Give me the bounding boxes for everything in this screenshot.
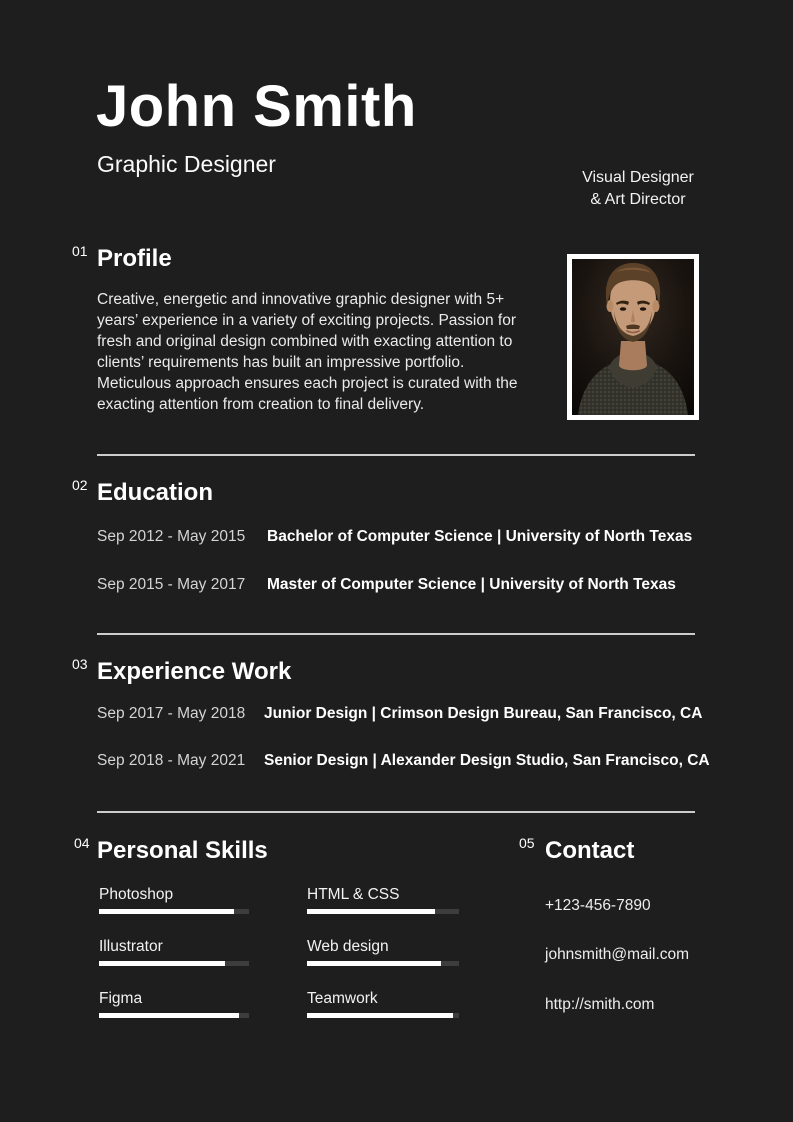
profile-text-line: exacting attention from creation to final delivery. [97,396,425,413]
skill-bar-fill [99,909,234,914]
person-name: John Smith [96,74,417,139]
skill-bar [99,961,249,966]
experience-row-period: Sep 2018 - May 2021 [97,752,246,769]
skill-bar-fill [307,1013,453,1018]
skill-bar [307,909,459,914]
skill-bar-fill [307,961,441,966]
skill-label: Illustrator [99,938,163,955]
skill-bar [307,1013,459,1018]
section-heading-profile: Profile [97,245,172,272]
section-number-education: 02 [72,477,88,493]
section-number-experience: 03 [72,656,88,672]
male-portrait-photo-icon [572,259,694,415]
section-number-profile: 01 [72,243,88,259]
skill-label: Teamwork [307,990,378,1007]
divider [97,633,695,635]
skill-bar-fill [99,961,225,966]
experience-row-period: Sep 2017 - May 2018 [97,705,246,722]
profile-text [97,289,557,415]
section-heading-contact: Contact [545,837,635,864]
skill-label: HTML & CSS [307,886,400,903]
skill-bar-fill [99,1013,239,1018]
skill-label: Figma [99,990,143,1007]
skill-label: Photoshop [99,886,174,903]
profile-text-line: clients’ requirements has built an impressive portfolio. [97,354,465,371]
tagline-line: & Art Director [590,191,686,208]
section-number-skills: 04 [74,835,90,851]
education-row-title: Master of Computer Science | University of North Texas [267,576,676,593]
skill-bar [99,1013,249,1018]
section-heading-skills: Personal Skills [97,837,268,864]
section-heading-experience: Experience Work [97,658,292,685]
contact-email: johnsmith@mail.com [545,946,690,963]
profile-text-line: Creative, energetic and innovative graphic designer with 5+ [97,291,505,308]
contact-website: http://smith.com [545,996,655,1013]
education-row-title: Bachelor of Computer Science | University of North Texas [267,528,693,545]
skill-label: Web design [307,938,389,955]
tagline [555,167,721,211]
section-number-contact: 05 [519,835,535,851]
skill-bar-fill [307,909,435,914]
profile-text-line: years’ experience in a variety of exciting projects. Passion for [97,312,516,329]
skill-bar [307,961,459,966]
profile-text-line: Meticulous approach ensures each project is curated with the [97,375,518,392]
profile-photo [567,254,699,420]
education-row-period: Sep 2015 - May 2017 [97,576,246,593]
profile-text-line: fresh and original design combined with exacting attention to [97,333,513,350]
divider [97,454,695,456]
section-heading-education: Education [97,479,214,506]
experience-row-title: Senior Design | Alexander Design Studio, San Francisco, CA [264,752,710,769]
tagline-line: Visual Designer [582,169,694,186]
job-title: Graphic Designer [97,151,276,177]
contact-phone: +123-456-7890 [545,897,651,914]
experience-row-title: Junior Design | Crimson Design Bureau, San Francisco, CA [264,705,703,722]
divider [97,811,695,813]
skill-bar [99,909,249,914]
education-row-period: Sep 2012 - May 2015 [97,528,246,545]
